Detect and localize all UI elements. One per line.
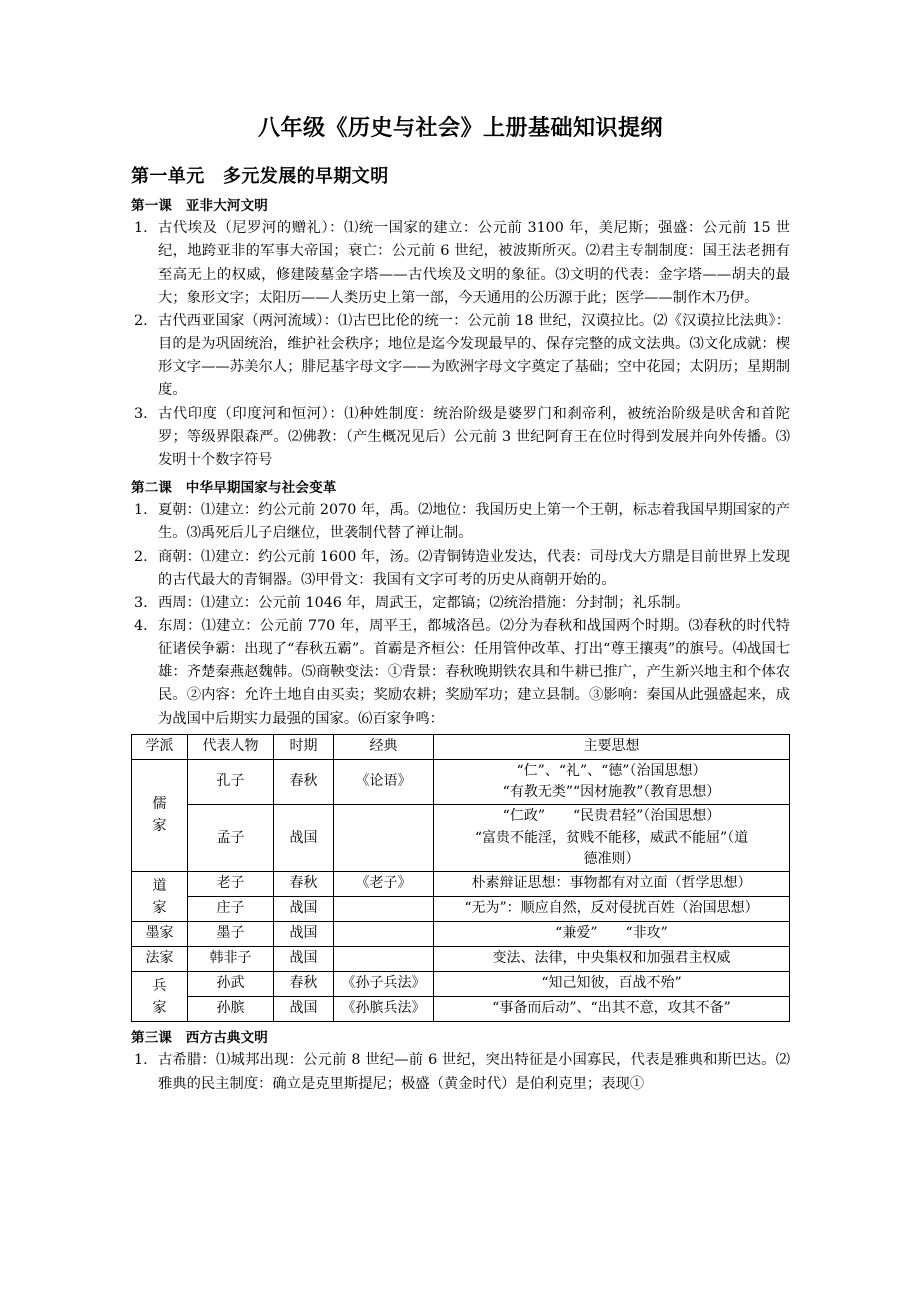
list-item-text: 古希腊：⑴城邦出现：公元前 8 世纪—前 6 世纪，突出特征是小国寡民，代表是雅典和斯巴达。⑵雅典的民主制度：确立是克里斯提尼；极盛（黄金时代）是伯利克里；表现① xyxy=(158,1052,790,1092)
cell-classic: 《老子》 xyxy=(334,872,434,897)
column-header-period: 时期 xyxy=(274,734,334,759)
list-item xyxy=(131,310,790,403)
cell-thought: “事备而后动”、“出其不意，攻其不备” xyxy=(434,997,790,1022)
cell-classic: 《孙子兵法》 xyxy=(334,972,434,997)
cell-thought: 朴素辩证思想：事物都有对立面（哲学思想） xyxy=(434,872,790,897)
cell-school: 墨家 xyxy=(132,922,188,947)
table-row xyxy=(132,947,790,972)
cell-period: 战国 xyxy=(274,897,334,922)
table-row xyxy=(132,972,790,997)
list-item-text: 商朝：⑴建立：约公元前 1600 年，汤。⑵青铜铸造业发达，代表：司母戊大方鼎是目前世界上发现的古代最大的青铜器。⑶甲骨文：我国有文字可考的历史从商朝开始的。 xyxy=(158,548,790,588)
cell-person: 孔子 xyxy=(188,759,274,805)
list-item-number: 2. xyxy=(134,548,148,565)
cell-classic: 《论语》 xyxy=(334,759,434,805)
cell-period: 春秋 xyxy=(274,972,334,997)
lesson-2-list xyxy=(131,499,790,731)
cell-school: 儒 家 xyxy=(132,759,188,871)
lesson-1-list xyxy=(131,217,790,472)
lesson-heading-2: 第二课 中华早期国家与社会变革 xyxy=(131,479,337,496)
cell-thought: 变法、法律，中央集权和加强君主权威 xyxy=(434,947,790,972)
cell-person: 庄子 xyxy=(188,897,274,922)
list-item-number: 1. xyxy=(134,1052,148,1069)
table-row xyxy=(132,997,790,1022)
lesson-3-list xyxy=(131,1049,790,1095)
cell-period: 战国 xyxy=(274,947,334,972)
cell-person: 老子 xyxy=(188,872,274,897)
list-item xyxy=(131,403,790,472)
list-item xyxy=(131,1049,790,1095)
cell-person: 孟子 xyxy=(188,805,274,872)
list-item-text: 夏朝：⑴建立：约公元前 2070 年，禹。⑵地位：我国历史上第一个王朝，标志着我国早期国家的产生。⑶禹死后儿子启继位，世袭制代替了禅让制。 xyxy=(158,502,790,542)
cell-period: 春秋 xyxy=(274,872,334,897)
list-item xyxy=(131,499,790,545)
list-item-text: 古代西亚国家（两河流域）：⑴古巴比伦的统一：公元前 18 世纪，汉谟拉比。⑵《汉谟拉比法典》：目的是为巩固统治，维护社会秩序；地位是迄今发现最早的、保存完整的成文法典。⑶文化成就：楔形文字——苏美尔人；腓尼基字母文字——为欧洲字母文字奠定了基础；空中花园；太阴历；星期制度。 xyxy=(158,312,790,399)
table-header-row xyxy=(132,734,790,759)
lesson-heading-1: 第一课 亚非大河文明 xyxy=(131,198,268,214)
unit-heading: 第一单元 多元发展的早期文明 xyxy=(131,166,389,187)
list-item-number: 2. xyxy=(134,312,148,329)
table-row xyxy=(132,897,790,922)
column-header-person: 代表人物 xyxy=(188,734,274,759)
cell-school: 法家 xyxy=(132,947,188,972)
cell-classic xyxy=(334,897,434,922)
hundred-schools-table xyxy=(131,734,790,1022)
table-row xyxy=(132,922,790,947)
cell-period: 春秋 xyxy=(274,759,334,805)
cell-person: 孙膑 xyxy=(188,997,274,1022)
page-title: 八年级《历史与社会》上册基础知识提纲 xyxy=(257,115,663,141)
cell-classic xyxy=(334,947,434,972)
cell-period: 战国 xyxy=(274,805,334,872)
cell-classic xyxy=(334,805,434,872)
cell-thought: “无为”：顺应自然，反对侵扰百姓（治国思想） xyxy=(434,897,790,922)
list-item xyxy=(131,546,790,592)
cell-thought: “仁政” “民贵君轻”（治国思想） “富贵不能淫，贫贱不能移，威武不能屈”（道 德准则） xyxy=(434,805,790,872)
table-row xyxy=(132,759,790,805)
list-item-number: 1. xyxy=(134,220,148,237)
table-row xyxy=(132,805,790,872)
list-item-text: 西周：⑴建立：公元前 1046 年，周武王，定都镐；⑵统治措施：分封制；礼乐制。 xyxy=(158,594,690,611)
list-item xyxy=(131,615,790,731)
list-item-number: 1. xyxy=(134,502,148,519)
column-header-school: 学派 xyxy=(132,734,188,759)
cell-person: 孙武 xyxy=(188,972,274,997)
list-item-text: 古代埃及（尼罗河的赠礼）：⑴统一国家的建立：公元前 3100 年，美尼斯；强盛：公元前 15 世纪，地跨亚非的军事大帝国；衰亡：公元前 6 世纪，被波斯所灭。⑵君主专制制度：国王法老拥有至高无上的权威，修建陵墓金字塔——古代埃及文明的象征。⑶文明的代表：金字塔——胡夫的最大；象形文字；太阳历——人类历史上第一部，今天通用的公历源于此；医学——制作木乃伊。 xyxy=(158,220,790,306)
cell-person: 墨子 xyxy=(188,922,274,947)
cell-thought: “兼爱” “非攻” xyxy=(434,922,790,947)
list-item-text: 古代印度（印度河和恒河）：⑴种姓制度：统治阶级是婆罗门和刹帝利，被统治阶级是吠舍和首陀罗；等级界限森严。⑵佛教：（产生概况见后）公元前 3 世纪阿育王在位时得到发展并向外传播。⑶发明十个数字符号 xyxy=(158,405,790,468)
list-item xyxy=(131,217,790,310)
list-item-number: 4. xyxy=(134,618,148,634)
cell-thought: “仁”、“礼”、“德”（治国思想） “有教无类”“因材施教”（教育思想） xyxy=(434,759,790,805)
lesson-heading-3: 第三课 西方古典文明 xyxy=(131,1030,268,1047)
table-row xyxy=(132,872,790,897)
list-item xyxy=(131,592,790,615)
list-item-text: 东周：⑴建立：公元前 770 年，周平王，都城洛邑。⑵分为春秋和战国两个时期。⑶春秋的时代特征诸侯争霸：出现了“春秋五霸”。首霸是齐桓公：任用管仲改革、打出“尊王攘夷”的旗号。⑷战国七雄：齐楚秦燕赵魏韩。⑸商鞅变法：①背景：春秋晚期铁农具和牛耕已推广，产生新兴地主和个体农民。②内容：允许土地自由买卖；奖励农耕；奖励军功；建立县制。③影响：秦国从此强盛起来，成为战国中后期实力最强的国家。⑹百家争鸣： xyxy=(158,618,790,727)
list-item-number: 3. xyxy=(134,594,148,611)
cell-thought: “知己知彼，百战不殆” xyxy=(434,972,790,997)
cell-school: 道 家 xyxy=(132,872,188,922)
column-header-thought: 主要思想 xyxy=(434,734,790,759)
cell-classic: 《孙膑兵法》 xyxy=(334,997,434,1022)
cell-classic xyxy=(334,922,434,947)
cell-period: 战国 xyxy=(274,922,334,947)
list-item-number: 3. xyxy=(134,405,148,422)
cell-period: 战国 xyxy=(274,997,334,1022)
column-header-classic: 经典 xyxy=(334,734,434,759)
cell-person: 韩非子 xyxy=(188,947,274,972)
cell-school: 兵 家 xyxy=(132,972,188,1022)
